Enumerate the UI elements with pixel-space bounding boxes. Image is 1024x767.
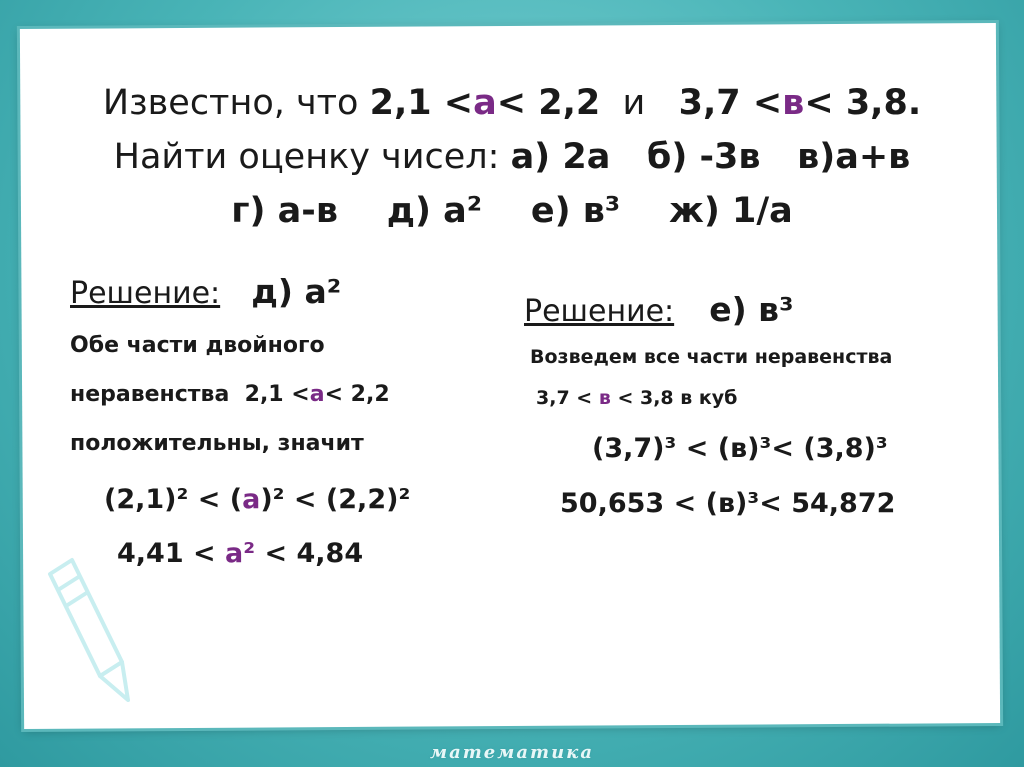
left-solution-part: д) а² bbox=[251, 272, 342, 311]
right-line2-var: в bbox=[598, 387, 611, 409]
right-formula-2: 50,653 < (в)³< 54,872 bbox=[560, 488, 896, 519]
left-f1-right: )² < (2,2)² bbox=[260, 484, 411, 515]
left-f2-left: 4,41 < bbox=[117, 538, 226, 569]
right-text-line-1: Возведем все части неравенства bbox=[530, 346, 893, 368]
right-solution-part: е) в³ bbox=[709, 290, 794, 329]
task-list-2: г) а-в д) а² е) в³ ж) 1/а bbox=[231, 191, 793, 231]
task-list-1: а) 2а б) -3в в)а+в bbox=[510, 137, 911, 177]
conjunction: и bbox=[600, 83, 679, 123]
right-line2-right: < 3,8 в куб bbox=[610, 387, 738, 409]
var-a: а bbox=[473, 83, 497, 123]
left-solution-label: Решение: bbox=[70, 276, 221, 311]
title-line-2 bbox=[0, 136, 1024, 178]
left-formula-1 bbox=[104, 484, 410, 515]
left-text-line-3: положительны, значит bbox=[70, 431, 364, 456]
left-line2-right: < 2,2 bbox=[324, 382, 390, 407]
ineq2-left: 3,7 < bbox=[678, 83, 783, 123]
left-f2-right: < 4,84 bbox=[255, 538, 364, 569]
right-line2-left: 3,7 < bbox=[536, 387, 599, 409]
pencil-icon bbox=[40, 552, 140, 712]
left-text-line-2 bbox=[70, 382, 390, 407]
ineq1-right: < 2,2 bbox=[496, 83, 601, 123]
title-prefix: Известно, что bbox=[102, 83, 370, 123]
left-f1-var: а bbox=[242, 484, 261, 515]
left-formula-2 bbox=[117, 538, 363, 569]
left-f2-var: а² bbox=[225, 538, 256, 569]
ineq1-left: 2,1 < bbox=[369, 83, 474, 123]
right-formula-1: (3,7)³ < (в)³< (3,8)³ bbox=[592, 433, 888, 464]
left-line2-left: неравенства 2,1 < bbox=[70, 382, 310, 407]
right-solution-label: Решение: bbox=[524, 294, 675, 329]
watermark: математика bbox=[429, 742, 595, 763]
title-line-1 bbox=[0, 82, 1024, 124]
slide-card bbox=[20, 23, 1000, 729]
var-b: в bbox=[782, 83, 805, 123]
left-line2-var: а bbox=[309, 382, 325, 407]
left-text-line-1: Обе части двойного bbox=[70, 333, 325, 358]
left-f1-left: (2,1)² < ( bbox=[104, 484, 243, 515]
left-solution-header bbox=[70, 272, 341, 311]
task-prefix: Найти оценку чисел: bbox=[113, 137, 511, 177]
ineq2-right: < 3,8. bbox=[804, 83, 922, 123]
right-solution-header bbox=[524, 290, 794, 329]
right-text-line-2 bbox=[536, 387, 737, 409]
